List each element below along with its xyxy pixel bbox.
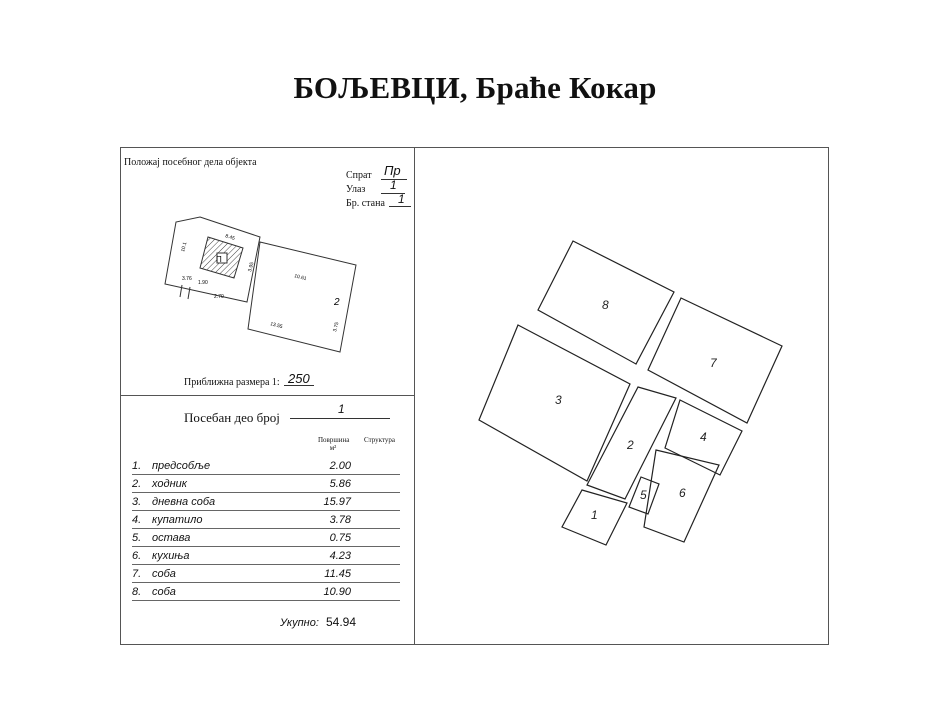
room-name: кухиња: [152, 550, 190, 562]
room-8-label: 8: [602, 298, 609, 312]
site-dim-label: 1.90: [198, 280, 208, 286]
column-structure-header: Структура: [364, 436, 396, 444]
site-block-number: 2: [334, 297, 340, 308]
site-dim-label: 3.95: [247, 261, 256, 273]
scale-label: Приближна размера 1:: [184, 377, 280, 388]
row-underline: [132, 510, 400, 511]
room-name: ходник: [152, 478, 187, 490]
room-area: 3.78: [329, 514, 351, 526]
floor-plan: [414, 147, 829, 645]
floor-value: Пр: [384, 163, 401, 178]
room-area: 4.23: [329, 550, 351, 562]
row-underline: [132, 474, 400, 475]
room-number: 3.: [132, 496, 142, 508]
room-name: соба: [152, 586, 176, 598]
room-area: 2.00: [329, 460, 351, 472]
room-name: дневна соба: [152, 496, 216, 508]
site-sketch: [120, 147, 414, 395]
room-number: 5.: [132, 532, 142, 544]
room-5-label: 5: [640, 488, 647, 502]
site-dim-label: 10.1: [180, 241, 189, 253]
row-underline: [132, 564, 400, 565]
room-2-label: 2: [627, 438, 634, 452]
room-6-label: 6: [679, 486, 686, 500]
row-underline: [132, 582, 400, 583]
entrance-label: Улаз: [346, 184, 366, 195]
site-dim-label: 8.45: [224, 233, 236, 242]
site-building-block: [248, 242, 356, 352]
room-number: 2.: [132, 478, 142, 490]
room-name: купатило: [152, 514, 203, 526]
unit-value: 1: [338, 402, 345, 416]
row-underline: [132, 600, 400, 601]
site-dim-line: [180, 285, 182, 297]
unit-underline: [290, 418, 390, 419]
site-dim-label: 13.55: [269, 321, 284, 331]
room-area: 10.90: [323, 586, 351, 598]
unit-label: Посебан део број: [184, 410, 280, 425]
room-number: 6.: [132, 550, 142, 562]
site-dim-label: 3.76: [182, 276, 192, 282]
row-underline: [132, 528, 400, 529]
column-area-header: Површина м²: [318, 436, 350, 452]
row-underline: [132, 546, 400, 547]
sheet-horizontal-divider: [120, 395, 414, 396]
room-4-label: 4: [700, 430, 707, 444]
room-name: соба: [152, 568, 176, 580]
apartment-value: 1: [398, 192, 405, 206]
room-area: 0.75: [329, 532, 351, 544]
room-3-label: 3: [555, 393, 562, 407]
entrance-value: 1: [390, 178, 397, 192]
room-area: 15.97: [323, 496, 351, 508]
scale-value: 250: [288, 371, 310, 386]
room-name: предсобље: [152, 460, 211, 472]
room-number: 7.: [132, 568, 142, 580]
site-dim-label: 3.75: [332, 321, 341, 333]
site-dim-label: 2.70: [214, 294, 224, 300]
site-building-outline: [165, 217, 356, 352]
row-underline: [132, 492, 400, 493]
room-name: остава: [152, 532, 191, 544]
room-7-label: 7: [710, 356, 717, 370]
total-value: 54.94: [326, 615, 357, 629]
room-number: 8.: [132, 586, 142, 598]
room-number: 1.: [132, 460, 142, 472]
floor-label: Спрат: [346, 170, 372, 181]
total-label: Укупно:: [280, 617, 319, 629]
location-heading: Положај посебног дела објекта: [124, 157, 257, 168]
page-title: БОЉЕВЦИ, Браће Кокар: [293, 70, 657, 105]
apartment-label: Бр. стана: [346, 198, 385, 209]
scale-underline: [284, 385, 314, 386]
room-area: 5.86: [329, 478, 351, 490]
site-dim-label: 10.61: [293, 273, 308, 283]
room-number: 4.: [132, 514, 142, 526]
room-1-label: 1: [591, 508, 598, 522]
room-area: 11.45: [324, 568, 351, 580]
site-stair-mark: П: [216, 255, 222, 264]
